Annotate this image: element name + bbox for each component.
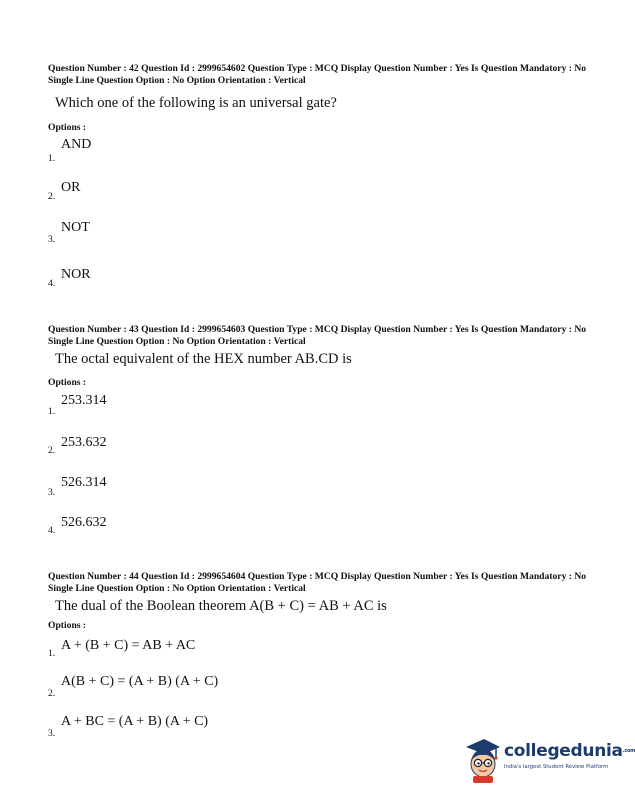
question-44-option-1[interactable]	[0, 638, 612, 678]
question-43-meta: Question Number : 43 Question Id : 2999654603 Question Type : MCQ Display Question Number : Yes Is Question Mandatory : No Single Line Question Option : No Option Orientation : Vertical	[48, 324, 587, 347]
question-42-text: Which one of the following is an universal gate?	[55, 95, 337, 111]
option-text: A + (B + C) = AB + AC	[61, 638, 196, 653]
option-text: 253.632	[61, 435, 107, 450]
question-42-option-4[interactable]	[0, 267, 612, 307]
collegedunia-logo[interactable]	[462, 735, 635, 785]
option-number: 3.	[48, 234, 56, 245]
option-number: 4.	[48, 525, 56, 536]
option-number: 2.	[48, 445, 56, 456]
logo-tagline: India's largest Student Review Platform	[504, 764, 609, 770]
option-text: 526.632	[61, 515, 107, 530]
question-44-meta: Question Number : 44 Question Id : 2999654604 Question Type : MCQ Display Question Number : Yes Is Question Mandatory : No Single Line Question Option : No Option Orientation : Vertical	[48, 571, 587, 594]
option-text: A + BC = (A + B) (A + C)	[61, 714, 209, 729]
option-number: 1.	[48, 406, 56, 417]
question-43-option-3[interactable]	[0, 475, 612, 515]
question-42-option-2[interactable]	[0, 180, 612, 220]
option-text: A(B + C) = (A + B) (A + C)	[61, 674, 219, 689]
logo-name: collegedunia	[504, 741, 623, 761]
question-42-option-1[interactable]	[0, 137, 612, 177]
option-number: 3.	[48, 728, 56, 739]
option-number: 3.	[48, 487, 56, 498]
question-43-options-label: Options :	[48, 377, 87, 388]
question-43-option-1[interactable]	[0, 393, 612, 433]
option-number: 4.	[48, 278, 56, 289]
option-text: NOR	[61, 267, 91, 282]
graduate-mascot-icon	[462, 735, 502, 783]
option-text: 526.314	[61, 475, 107, 490]
option-text: NOT	[61, 220, 90, 235]
option-number: 2.	[48, 688, 56, 699]
option-number: 2.	[48, 191, 56, 202]
option-text: 253.314	[61, 393, 107, 408]
option-number: 1.	[48, 648, 56, 659]
question-43-option-4[interactable]	[0, 515, 612, 555]
option-text: AND	[61, 137, 92, 152]
logo-wordmark	[504, 741, 635, 761]
question-44-text: The dual of the Boolean theorem A(B + C) = AB + AC is	[55, 598, 387, 614]
question-42-meta: Question Number : 42 Question Id : 2999654602 Question Type : MCQ Display Question Number : Yes Is Question Mandatory : No Single Line Question Option : No Option Orientation : Vertical	[48, 63, 587, 86]
option-number: 1.	[48, 153, 56, 164]
question-42-options-label: Options :	[48, 122, 87, 133]
question-43-option-2[interactable]	[0, 435, 612, 475]
question-44-option-2[interactable]	[0, 674, 612, 714]
question-43-text: The octal equivalent of the HEX number AB.CD is	[55, 351, 352, 367]
logo-suffix: .com	[622, 748, 635, 754]
question-42-option-3[interactable]	[0, 220, 612, 260]
question-44-options-label: Options :	[48, 620, 87, 631]
option-text: OR	[61, 180, 81, 195]
